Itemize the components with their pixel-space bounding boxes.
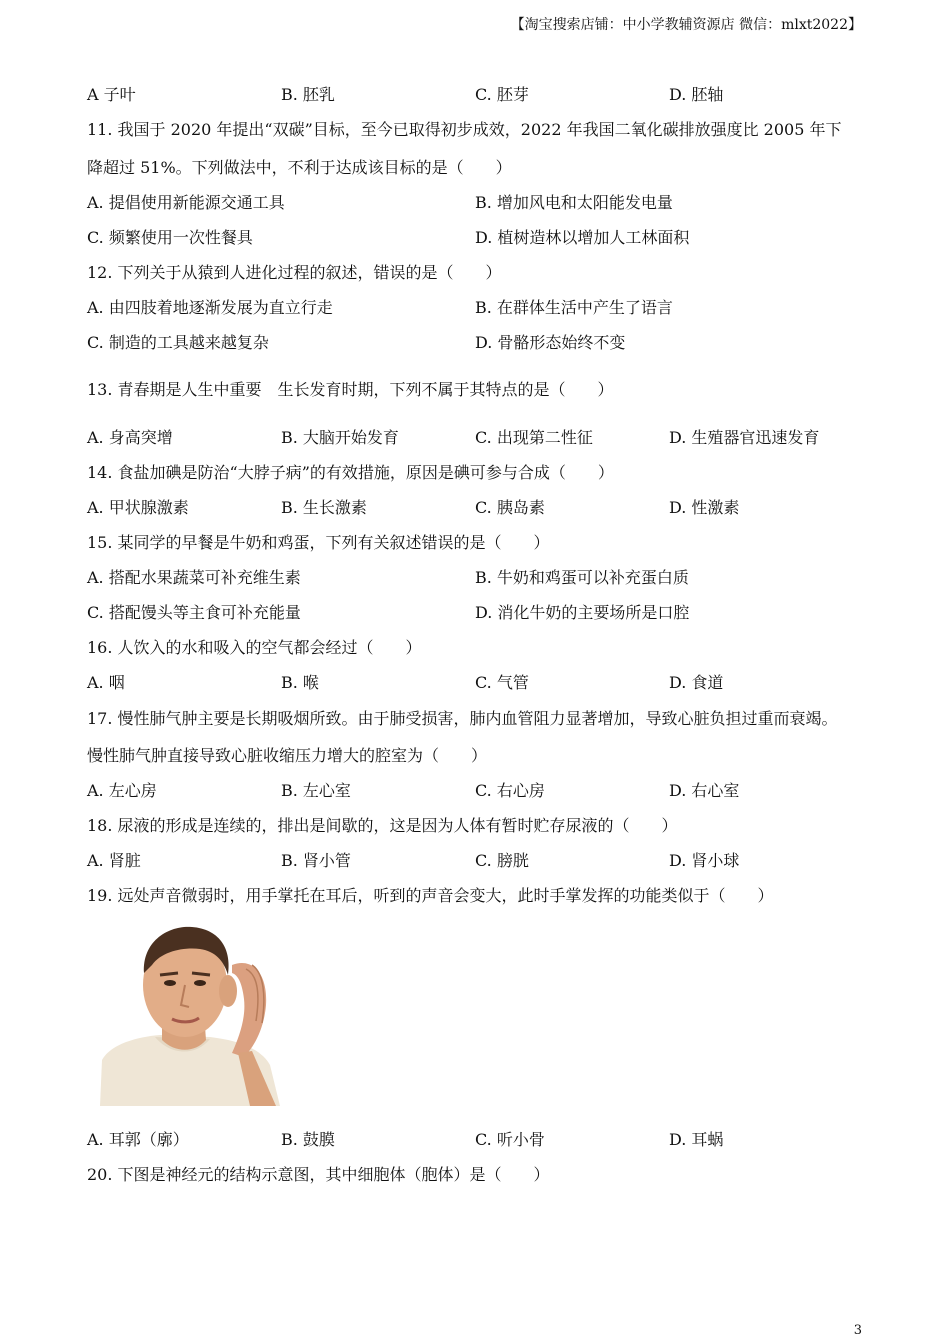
q17-option-b: B. 左心室: [281, 781, 351, 800]
q15-option-b: B. 牛奶和鸡蛋可以补充蛋白质: [475, 568, 689, 587]
q16-option-a: A. 咽: [87, 673, 125, 692]
q11-option-b: B. 增加风电和太阳能发电量: [475, 193, 673, 212]
q17-stem-line1: 17. 慢性肺气肿主要是长期吸烟所致。由于肺受损害，肺内血管阻力显著增加，导致心脏负担过重而衰竭。: [87, 709, 838, 728]
q17-stem-line2: 慢性肺气肿直接导致心脏收缩压力增大的腔室为（ ）: [87, 746, 488, 765]
q18-stem: 18. 尿液的形成是连续的，排出是间歇的，这是因为人体有暂时贮存尿液的（ ）: [87, 816, 678, 835]
q14-stem: 14. 食盐加碘是防治“大脖子病”的有效措施，原因是碘可参与合成（ ）: [87, 463, 614, 482]
q19-option-c: C. 听小骨: [475, 1130, 545, 1149]
q11-stem-line1: 11. 我国于 2020 年提出“双碳”目标，至今已取得初步成效，2022 年我国二氧化碳排放强度比 2005 年下: [87, 120, 842, 139]
q13-stem: 13. 青春期是人生中重要 生长发育时期，下列不属于其特点的是（ ）: [87, 380, 614, 399]
q11-option-a: A. 提倡使用新能源交通工具: [87, 193, 285, 212]
q12-option-c: C. 制造的工具越来越复杂: [87, 333, 269, 352]
q14-option-b: B. 生长激素: [281, 498, 367, 517]
q10-option-d: D. 胚轴: [669, 85, 724, 104]
q18-option-b: B. 肾小管: [281, 851, 351, 870]
page-number: 3: [853, 1323, 862, 1338]
q17-option-d: D. 右心室: [669, 781, 740, 800]
man-cupping-ear-photo: [100, 925, 326, 1106]
q14-option-a: A. 甲状腺激素: [87, 498, 189, 517]
q18-option-c: C. 膀胱: [475, 851, 529, 870]
q10-option-a: A 子叶: [87, 85, 136, 104]
q12-option-a: A. 由四肢着地逐渐发展为直立行走: [87, 298, 333, 317]
q12-option-b: B. 在群体生活中产生了语言: [475, 298, 673, 317]
q13-option-a: A. 身高突增: [87, 428, 173, 447]
q19-option-d: D. 耳蜗: [669, 1130, 724, 1149]
q14-option-c: C. 胰岛素: [475, 498, 545, 517]
q11-stem-line2: 降超过 51%。下列做法中，不利于达成该目标的是（ ）: [87, 158, 512, 177]
q10-option-b: B. 胚乳: [281, 85, 335, 104]
q13-option-b: B. 大脑开始发育: [281, 428, 399, 447]
q19-option-a: A. 耳郭（廓）: [87, 1130, 189, 1149]
q18-option-a: A. 肾脏: [87, 851, 141, 870]
q15-stem: 15. 某同学的早餐是牛奶和鸡蛋，下列有关叙述错误的是（ ）: [87, 533, 550, 552]
q12-option-d: D. 骨骼形态始终不变: [475, 333, 626, 352]
q16-stem: 16. 人饮入的水和吸入的空气都会经过（ ）: [87, 638, 422, 657]
q20-stem: 20. 下图是神经元的结构示意图，其中细胞体（胞体）是（ ）: [87, 1165, 550, 1184]
q15-option-d: D. 消化牛奶的主要场所是口腔: [475, 603, 690, 622]
q16-option-d: D. 食道: [669, 673, 724, 692]
q17-option-a: A. 左心房: [87, 781, 157, 800]
q11-option-c: C. 频繁使用一次性餐具: [87, 228, 253, 247]
q15-option-a: A. 搭配水果蔬菜可补充维生素: [87, 568, 301, 587]
q19-option-b: B. 鼓膜: [281, 1130, 335, 1149]
q13-option-d: D. 生殖器官迅速发育: [669, 428, 820, 447]
q15-option-c: C. 搭配馒头等主食可补充能量: [87, 603, 301, 622]
q12-stem: 12. 下列关于从猿到人进化过程的叙述，错误的是（ ）: [87, 263, 502, 282]
q16-option-b: B. 喉: [281, 673, 319, 692]
page-header: 【淘宝搜索店铺：中小学教辅资源店 微信：mlxt2022】: [510, 17, 862, 33]
q18-option-d: D. 肾小球: [669, 851, 740, 870]
q16-option-c: C. 气管: [475, 673, 529, 692]
q17-option-c: C. 右心房: [475, 781, 545, 800]
q19-stem: 19. 远处声音微弱时，用手掌托在耳后，听到的声音会变大，此时手掌发挥的功能类似于（ ）: [87, 886, 774, 905]
q13-option-c: C. 出现第二性征: [475, 428, 593, 447]
q10-option-c: C. 胚芽: [475, 85, 529, 104]
q14-option-d: D. 性激素: [669, 498, 740, 517]
q11-option-d: D. 植树造林以增加人工林面积: [475, 228, 690, 247]
